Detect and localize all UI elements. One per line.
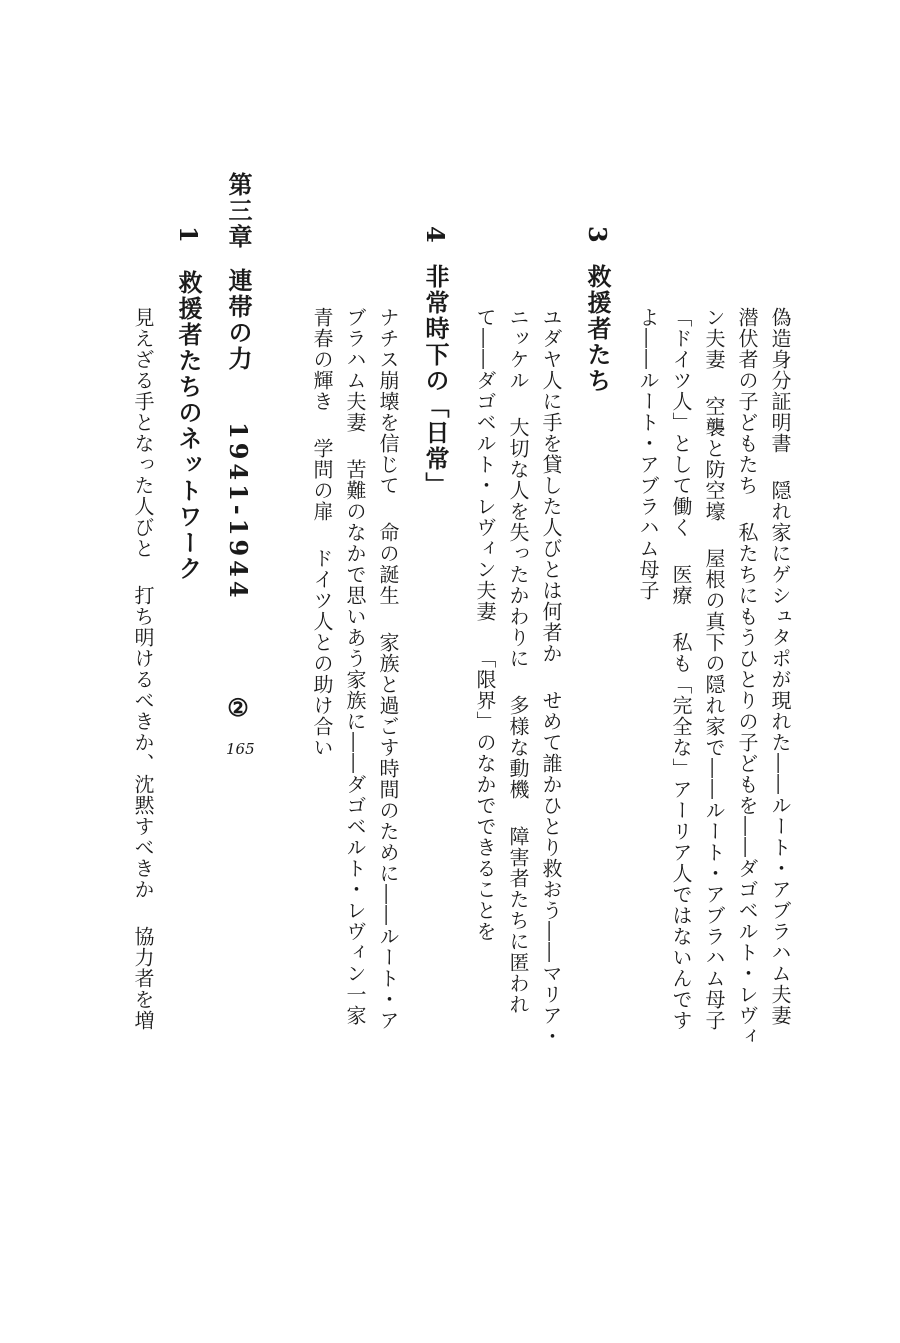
toc-line: ン夫妻空襲と防空壕屋根の真下の隠れ家で――ルート・アブラハム母子 <box>702 307 726 1031</box>
toc-line: ニッケル大切な人を失ったかわりに多様な動機障害者たちに匿われ <box>506 307 530 1015</box>
section-4-title: 非常時下の「日常」 <box>421 264 450 498</box>
toc-line: 見えざる手となった人びと打ち明けるべきか、沈黙すべきか協力者を増 <box>131 307 155 1031</box>
toc-line: 「ドイツ人」として働く医療私も「完全な」アーリア人ではないんです <box>669 307 693 1031</box>
section-4-number: 4 <box>421 226 450 245</box>
page-number: 165 <box>226 740 255 758</box>
section-1-number: 1 <box>174 226 203 245</box>
section-3-title: 救援者たち <box>583 264 612 394</box>
toc-line: ブラハム夫妻苦難のなかで思いあう家族に――ダゴベルト・レヴィン一家 <box>343 307 367 1026</box>
chapter-years: 1941-1944 <box>224 422 253 602</box>
toc-line: ユダヤ人に手を貸した人びとは何者かせめて誰かひとり救おう――マリア・ <box>539 307 563 1047</box>
section-1-title: 救援者たちのネットワーク <box>174 270 203 582</box>
toc-line: 潜伏者の子どもたち私たちにもうひとりの子どもを――ダゴベルト・レヴィ <box>735 307 759 1047</box>
chapter-label: 第三章 <box>224 172 253 250</box>
toc-line: 青春の輝き学問の扉ドイツ人との助け合い <box>310 307 334 758</box>
toc-line: よ――ルート・アブラハム母子 <box>636 307 660 601</box>
toc-line: 偽造身分証明書隠れ家にゲシュタポが現れた――ルート・アブラハム夫妻 <box>768 307 792 1026</box>
toc-line: ナチス崩壊を信じて命の誕生家族と過ごす時間のために――ルート・ア <box>376 307 400 1031</box>
chapter-title: 連帯の力 <box>224 268 253 372</box>
toc-line: て――ダゴベルト・レヴィン夫妻「限界」のなかでできることを <box>473 307 497 942</box>
section-3-number: 3 <box>583 226 612 245</box>
chapter-part: ② <box>224 694 253 724</box>
